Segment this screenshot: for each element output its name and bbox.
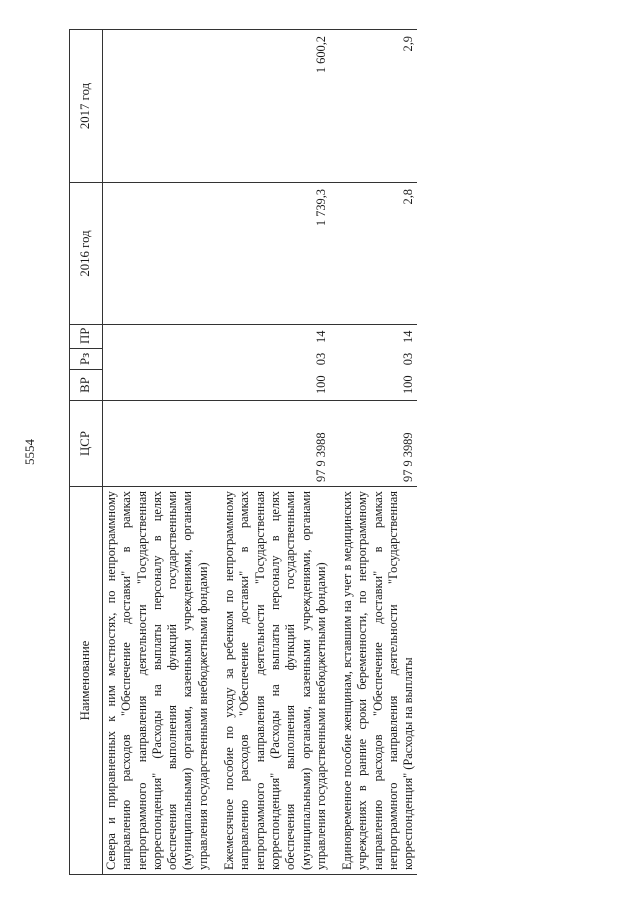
row-vr: 100 — [221, 370, 329, 401]
page-number: 5554 — [22, 439, 37, 465]
header-rz: Рз — [70, 349, 103, 370]
budget-table — [69, 29, 417, 875]
row-2016: 1 739,3 — [221, 183, 329, 325]
row-2016 — [103, 183, 212, 325]
row-vr: 100 — [339, 370, 416, 401]
row-pr — [103, 325, 212, 349]
row-rz: 03 — [313, 352, 328, 366]
table-row — [103, 30, 212, 875]
row-pr: 14 — [221, 325, 329, 349]
header-csr: ЦСР — [70, 401, 103, 487]
row-spacer — [211, 30, 221, 875]
header-name: Наименование — [70, 487, 103, 875]
row-2017: 1 600,2 — [221, 30, 329, 183]
row-csr: 97 9 3989 — [339, 401, 416, 487]
rotated-table-block — [69, 30, 594, 875]
row-2017: 2,9 — [339, 30, 416, 183]
header-2016: 2016 год — [70, 183, 103, 325]
table-header-row — [70, 30, 103, 875]
header-pr: ПР — [70, 325, 103, 349]
header-2017: 2017 год — [70, 30, 103, 183]
row-2016: 2,8 — [339, 183, 416, 325]
row-rz — [103, 349, 212, 370]
row-spacer — [329, 30, 339, 875]
row-rz: 03 — [401, 352, 416, 366]
row-name: Единовременное пособие женщинам, вставшим на учет в медицинских учреждениях в ранние сроки беременности, по непрограммному направлению расходов "Обеспечение доставки" в рамках непрограммного направления деятельности "Государственная корреспонденция" (Расходы на выплаты — [339, 487, 416, 875]
row-2017 — [103, 30, 212, 183]
header-vr: ВР — [70, 370, 103, 401]
table-row — [221, 30, 329, 875]
row-csr: 97 9 3988 — [221, 401, 329, 487]
row-name: Ежемесячное пособие по уходу за ребенком по непрограммному направлению расходов "Обеспечение доставки" в рамках непрограммного направления деятельности "Государственная корреспонденция" (Расходы на выплаты персоналу в целях обеспечения выполнения функций государственными (муниципальными) органами, казенными учреждениями, органами управления государственными внебюджетными фондами) — [221, 487, 329, 875]
table-row — [339, 30, 416, 875]
row-vr — [103, 370, 212, 401]
row-csr — [103, 401, 212, 487]
row-pr: 14 — [339, 325, 416, 349]
row-name: Севера и приравненных к ним местностях, по непрограммному направлению расходов "Обеспечение доставки" в рамках непрограммного направления деятельности "Государственная корреспонденция" (Расходы на выплаты персоналу в целях обеспечения выполнения функций государственными (муниципальными) органами, казенными учреждениями, органами управления государственными внебюджетными фондами) — [103, 487, 212, 875]
